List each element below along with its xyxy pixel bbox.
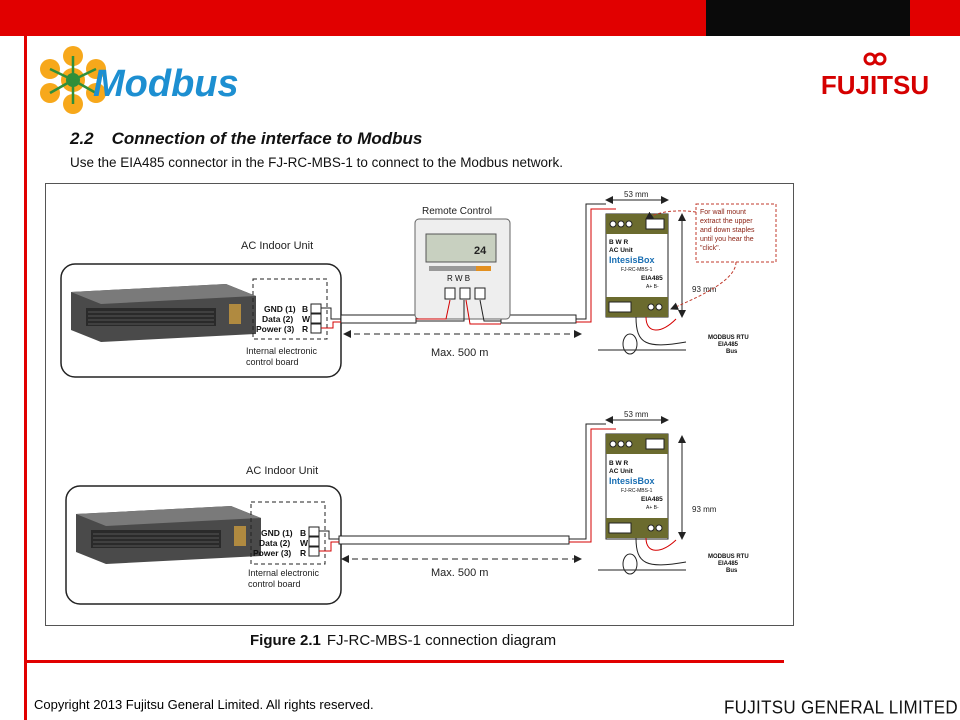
width-mm-bottom: 53 mm xyxy=(624,410,649,419)
box-ac-unit-top: AC Unit xyxy=(609,247,633,254)
terminal-data: Data (2) xyxy=(262,314,294,324)
fujitsu-infinity-icon xyxy=(865,54,885,64)
note-line5: "click". xyxy=(700,245,721,252)
term-w: W xyxy=(302,314,311,324)
term-b-2: B xyxy=(300,528,307,538)
bus-line2-top: EIA485 xyxy=(718,342,739,348)
lcd-value: 24 xyxy=(474,245,487,257)
cable-segment-1 xyxy=(341,315,416,323)
term-w-2: W xyxy=(300,538,309,548)
note-line2: extract the upper xyxy=(700,218,753,225)
modbus-wordmark: Modbus xyxy=(93,63,239,105)
board-line2: control board xyxy=(246,357,299,367)
box-ac-unit-bottom: AC Unit xyxy=(609,468,633,475)
max-length-bottom: Max. 500 m xyxy=(431,567,489,579)
caption-text: FJ-RC-MBS-1 connection diagram xyxy=(326,632,557,649)
bus-line3-bottom: Bus xyxy=(726,568,738,574)
box-bwr-bottom: B W R xyxy=(609,460,629,467)
section-number: 2.2 xyxy=(70,129,94,148)
fujitsu-logo xyxy=(820,50,930,102)
term-r-2: R xyxy=(300,548,307,558)
modbus-logo xyxy=(35,42,280,122)
bus-line3-top: Bus xyxy=(726,349,738,355)
company-name: FUJITSU GENERAL LIMITED xyxy=(724,697,958,718)
note-line3: and down staples xyxy=(700,227,755,234)
cable-long xyxy=(339,536,569,544)
terminal-power-2: Power (3) xyxy=(253,548,292,558)
note-line1: For wall mount xyxy=(700,209,746,216)
box-eia-bottom: EIA485 xyxy=(641,496,663,503)
intro-text: Use the EIA485 connector in the FJ-RC-MBS-1 to connect to the Modbus network. xyxy=(70,155,563,170)
caption-label: Figure 2.1 xyxy=(250,632,321,649)
board-line1-2: Internal electronic xyxy=(248,568,320,578)
max-length-top: Max. 500 m xyxy=(431,347,489,359)
bottom-accent-rule xyxy=(24,660,784,663)
note-line4: until you hear the xyxy=(700,236,754,243)
terminal-data-2: Data (2) xyxy=(259,538,291,548)
terminal-power: Power (3) xyxy=(256,324,295,334)
copyright-text: Copyright 2013 Fujitsu General Limited. All rights reserved. xyxy=(34,697,374,712)
section-heading xyxy=(70,129,422,149)
width-mm-top: 53 mm xyxy=(624,190,649,199)
terminal-gnd: GND (1) xyxy=(264,304,296,314)
bus-line1-bottom: MODBUS RTU xyxy=(708,554,749,560)
indoor-unit-label-2: AC Indoor Unit xyxy=(246,465,319,477)
fujitsu-wordmark: FUJITSU xyxy=(820,70,930,100)
board-line2-2: control board xyxy=(248,579,301,589)
bottom-panel xyxy=(66,410,749,604)
box-ab-bottom: A+ B- xyxy=(646,505,659,511)
bus-line2-bottom: EIA485 xyxy=(718,561,739,567)
box-eia-top: EIA485 xyxy=(641,275,663,282)
section-title: Connection of the interface to Modbus xyxy=(111,129,423,148)
bus-line1-top: MODBUS RTU xyxy=(708,335,749,341)
height-mm-top: 93 mm xyxy=(692,285,717,294)
cable-segment-2 xyxy=(501,315,576,323)
remote-control-label: Remote Control xyxy=(422,206,493,217)
height-mm-bottom: 93 mm xyxy=(692,505,717,514)
figure-caption xyxy=(250,632,556,649)
remote-terminals: R W B xyxy=(447,274,471,283)
left-accent-rule xyxy=(24,36,27,720)
terminal-gnd-2: GND (1) xyxy=(261,528,293,538)
top-black-block xyxy=(706,0,910,36)
diagram-canvas xyxy=(46,184,793,625)
box-ab-top: A+ B- xyxy=(646,284,659,290)
term-b: B xyxy=(302,304,309,314)
box-bwr-top: B W R xyxy=(609,239,629,246)
ac-unit-image xyxy=(71,284,256,342)
connection-diagram xyxy=(45,183,794,626)
box-brand-top: IntesisBox xyxy=(609,255,655,265)
box-brand-bottom: IntesisBox xyxy=(609,476,655,486)
top-panel xyxy=(61,190,776,377)
term-r: R xyxy=(302,324,309,334)
box-model-top: FJ-RC-MBS-1 xyxy=(621,267,653,273)
indoor-unit-label: AC Indoor Unit xyxy=(241,240,314,252)
box-model-bottom: FJ-RC-MBS-1 xyxy=(621,488,653,494)
board-line1: Internal electronic xyxy=(246,346,318,356)
ac-unit-image-2 xyxy=(76,506,261,564)
